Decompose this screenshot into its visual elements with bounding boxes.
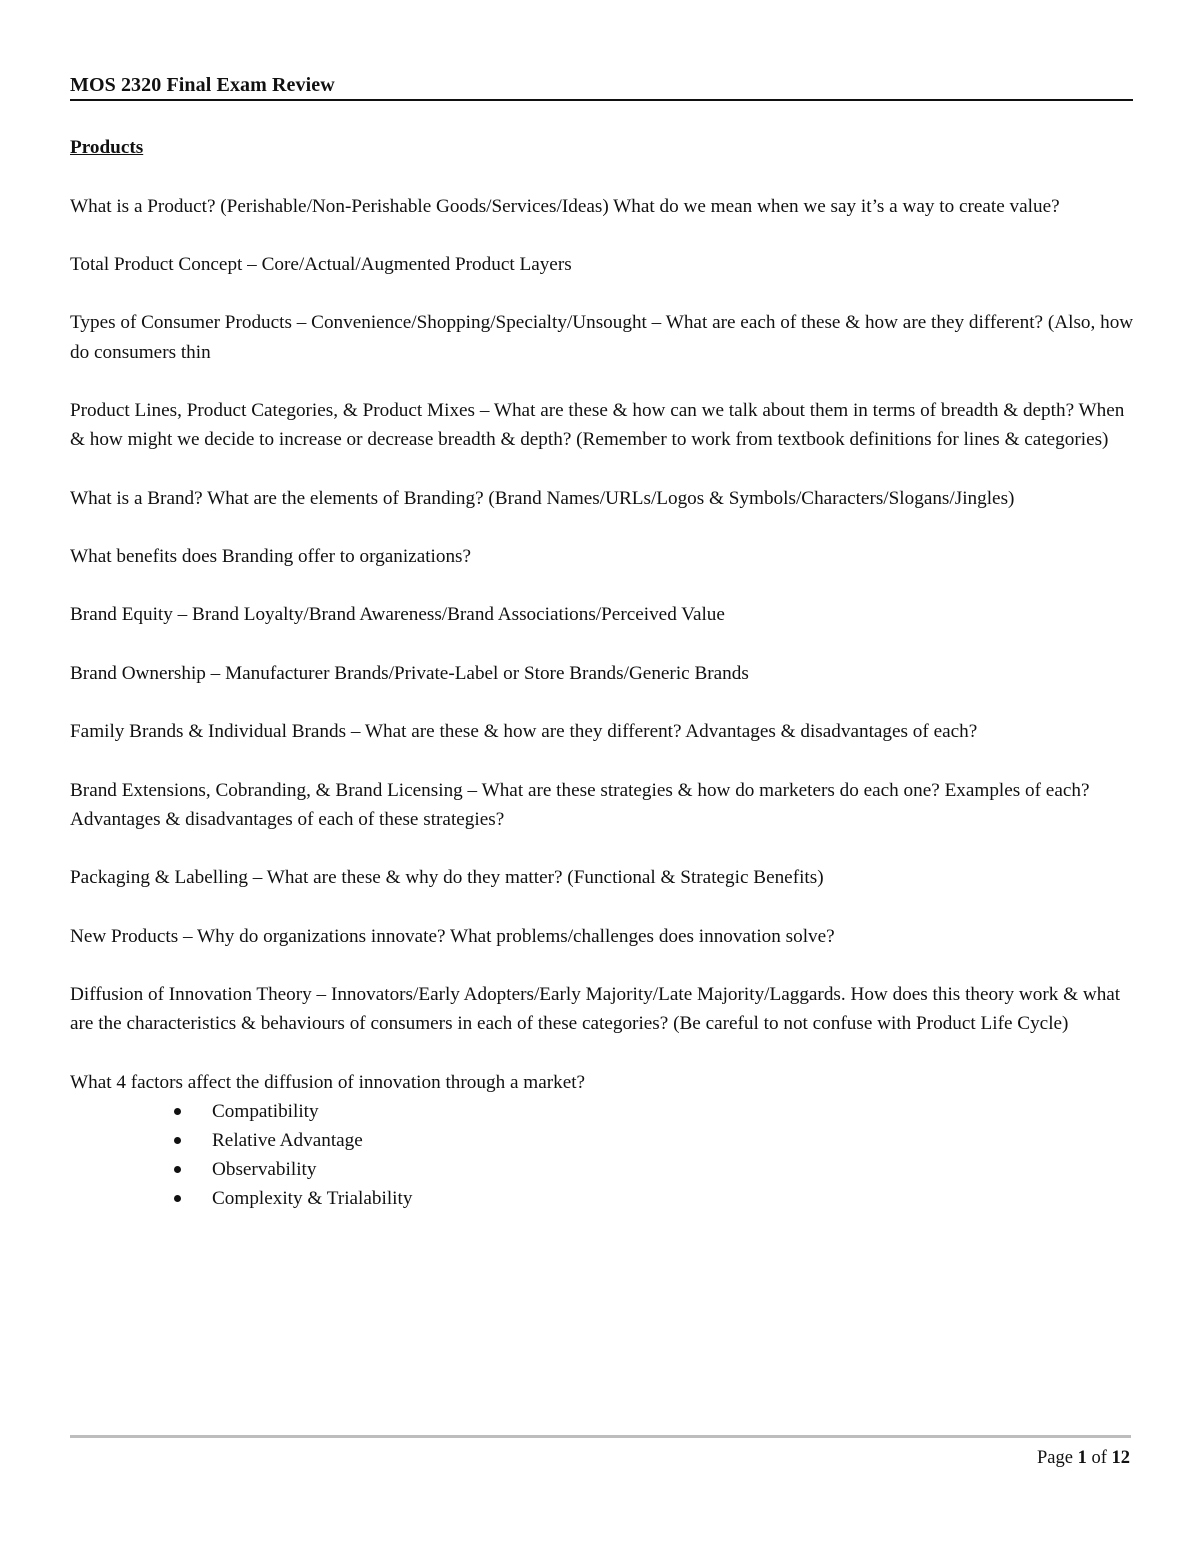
paragraph-total-product-concept: Total Product Concept – Core/Actual/Augmented Product Layers: [70, 254, 572, 276]
list-item: [172, 1155, 1136, 1184]
of-word: of: [1091, 1448, 1107, 1468]
bullet-icon: [174, 1166, 181, 1173]
paragraph-packaging: Packaging & Labelling – What are these & why do they matter? (Functional & Strategic Benefits): [70, 867, 824, 889]
paragraph-brand-extensions: Brand Extensions, Cobranding, & Brand Licensing – What are these strategies & how do marketers do each one? Examples of each? Advantages & disadvantages of each of these strategies?: [70, 779, 1090, 830]
bullet-icon: [174, 1108, 181, 1115]
list-item: [172, 1097, 1136, 1126]
paragraph-family-brands: Family Brands & Individual Brands – What are these & how are they different? Advantages & disadvantages of each?: [70, 721, 978, 743]
paragraph-consumer-products: Types of Consumer Products – Convenience/Shopping/Specialty/Unsought – What are each of these & how are they different? (Also, how do consumers thin: [70, 312, 1134, 363]
list-item-text: Observability: [212, 1159, 317, 1181]
page-word: Page: [1036, 1448, 1073, 1468]
list-item-text: Relative Advantage: [212, 1130, 363, 1151]
paragraph-brand-ownership: Brand Ownership – Manufacturer Brands/Private-Label or Store Brands/Generic Brands: [70, 662, 749, 684]
list-item: [172, 1126, 1136, 1155]
list-item-text: Compatibility: [212, 1100, 319, 1122]
paragraph-what-is-brand: What is a Brand? What are the elements of Branding? (Brand Names/URLs/Logos & Symbols/Characters/Slogans/Jingles): [70, 487, 1015, 509]
bullet-icon: [174, 1195, 181, 1202]
footer-divider: [70, 1435, 1131, 1438]
paragraph-product-lines: Product Lines, Product Categories, & Product Mixes – What are these & how can we talk about them in terms of breadth & depth? When & how might we decide to increase or decrease breadth & depth? (Remember to work from textbook definitions for lines & categories): [70, 400, 1125, 451]
section-heading: Products: [70, 137, 144, 158]
document-title: MOS 2320 Final Exam Review: [70, 74, 335, 96]
paragraph-branding-benefits: What benefits does Branding offer to organizations?: [70, 546, 472, 568]
paragraph-diffusion-theory: Diffusion of Innovation Theory – Innovators/Early Adopters/Early Majority/Late Majority/Laggards. How does this theory work & what are the characteristics & behaviours of consumers in each of these categories? (Be careful to not confuse with Product Life Cycle): [70, 984, 1121, 1035]
bullet-icon: [174, 1137, 181, 1144]
paragraph-brand-equity: Brand Equity – Brand Loyalty/Brand Awareness/Brand Associations/Perceived Value: [70, 604, 725, 626]
paragraph-new-products: New Products – Why do organizations innovate? What problems/challenges does innovation solve?: [70, 925, 835, 947]
paragraph-what-is-product: What is a Product? (Perishable/Non-Perishable Goods/Services/Ideas) What do we mean when we say it’s a way to create value?: [70, 195, 1060, 217]
list-item: [172, 1184, 1136, 1213]
header-divider: [70, 99, 1133, 101]
document-body: [70, 133, 1136, 1214]
factors-list: [70, 1097, 1136, 1214]
list-item-text: Complexity & Trialability: [212, 1188, 413, 1210]
factors-question: What 4 factors affect the diffusion of innovation through a market?: [70, 1071, 586, 1093]
page-total: 12: [1111, 1448, 1130, 1468]
page-number-footer: [1037, 1448, 1130, 1469]
page-number: 1: [1077, 1448, 1087, 1468]
